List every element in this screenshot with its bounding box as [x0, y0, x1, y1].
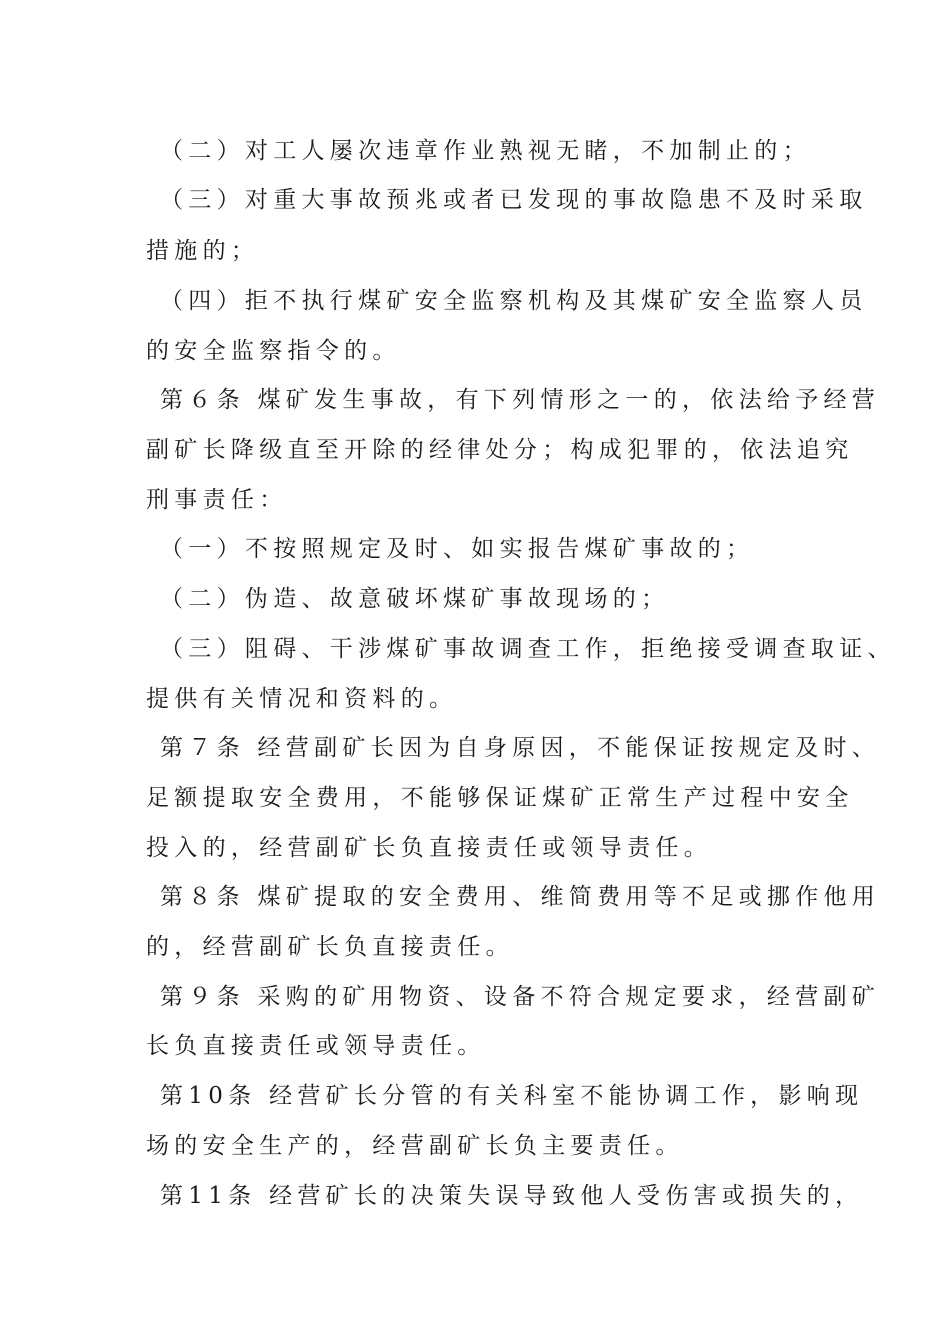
text-line: （一）不按照规定及时、如实报告煤矿事故的；: [160, 536, 755, 562]
text-line: 副矿长降级直至开除的经律处分；构成犯罪的，依法追究: [146, 437, 854, 463]
text-line: 第11条 经营矿长的决策失误导致他人受伤害或损失的，: [160, 1183, 864, 1209]
text-line: 投入的，经营副矿长负直接责任或领导责任。: [146, 835, 712, 861]
text-line: 场的安全生产的，经营副矿长负主要责任。: [146, 1133, 684, 1159]
text-line: 足额提取安全费用，不能够保证煤矿正常生产过程中安全: [146, 785, 854, 811]
text-line: 长负直接责任或领导责任。: [146, 1033, 486, 1059]
text-line: 第10条 经营矿长分管的有关科室不能协调工作，影响现: [160, 1083, 864, 1109]
text-line: （四）拒不执行煤矿安全监察机构及其煤矿安全监察人员: [160, 288, 868, 314]
text-line: （三）阻碍、干涉煤矿事故调查工作，拒绝接受调查取证、: [160, 636, 896, 662]
text-line: 第６条 煤矿发生事故，有下列情形之一的，依法给予经营: [160, 387, 881, 413]
text-line: （二）对工人屡次违章作业熟视无睹，不加制止的；: [160, 138, 811, 164]
text-line: 第７条 经营副矿长因为自身原因，不能保证按规定及时、: [160, 735, 881, 761]
text-line: 刑事责任：: [146, 487, 288, 513]
text-line: （三）对重大事故预兆或者已发现的事故隐患不及时采取: [160, 187, 868, 213]
text-line: 第９条 采购的矿用物资、设备不符合规定要求，经营副矿: [160, 984, 881, 1010]
text-line: （二）伪造、故意破坏煤矿事故现场的；: [160, 586, 670, 612]
text-line: 的，经营副矿长负直接责任。: [146, 934, 514, 960]
text-line: 措施的；: [146, 238, 260, 264]
text-line: 的安全监察指令的。: [146, 338, 401, 364]
text-line: 提供有关情况和资料的。: [146, 686, 458, 712]
text-line: 第８条 煤矿提取的安全费用、维简费用等不足或挪作他用: [160, 884, 881, 910]
